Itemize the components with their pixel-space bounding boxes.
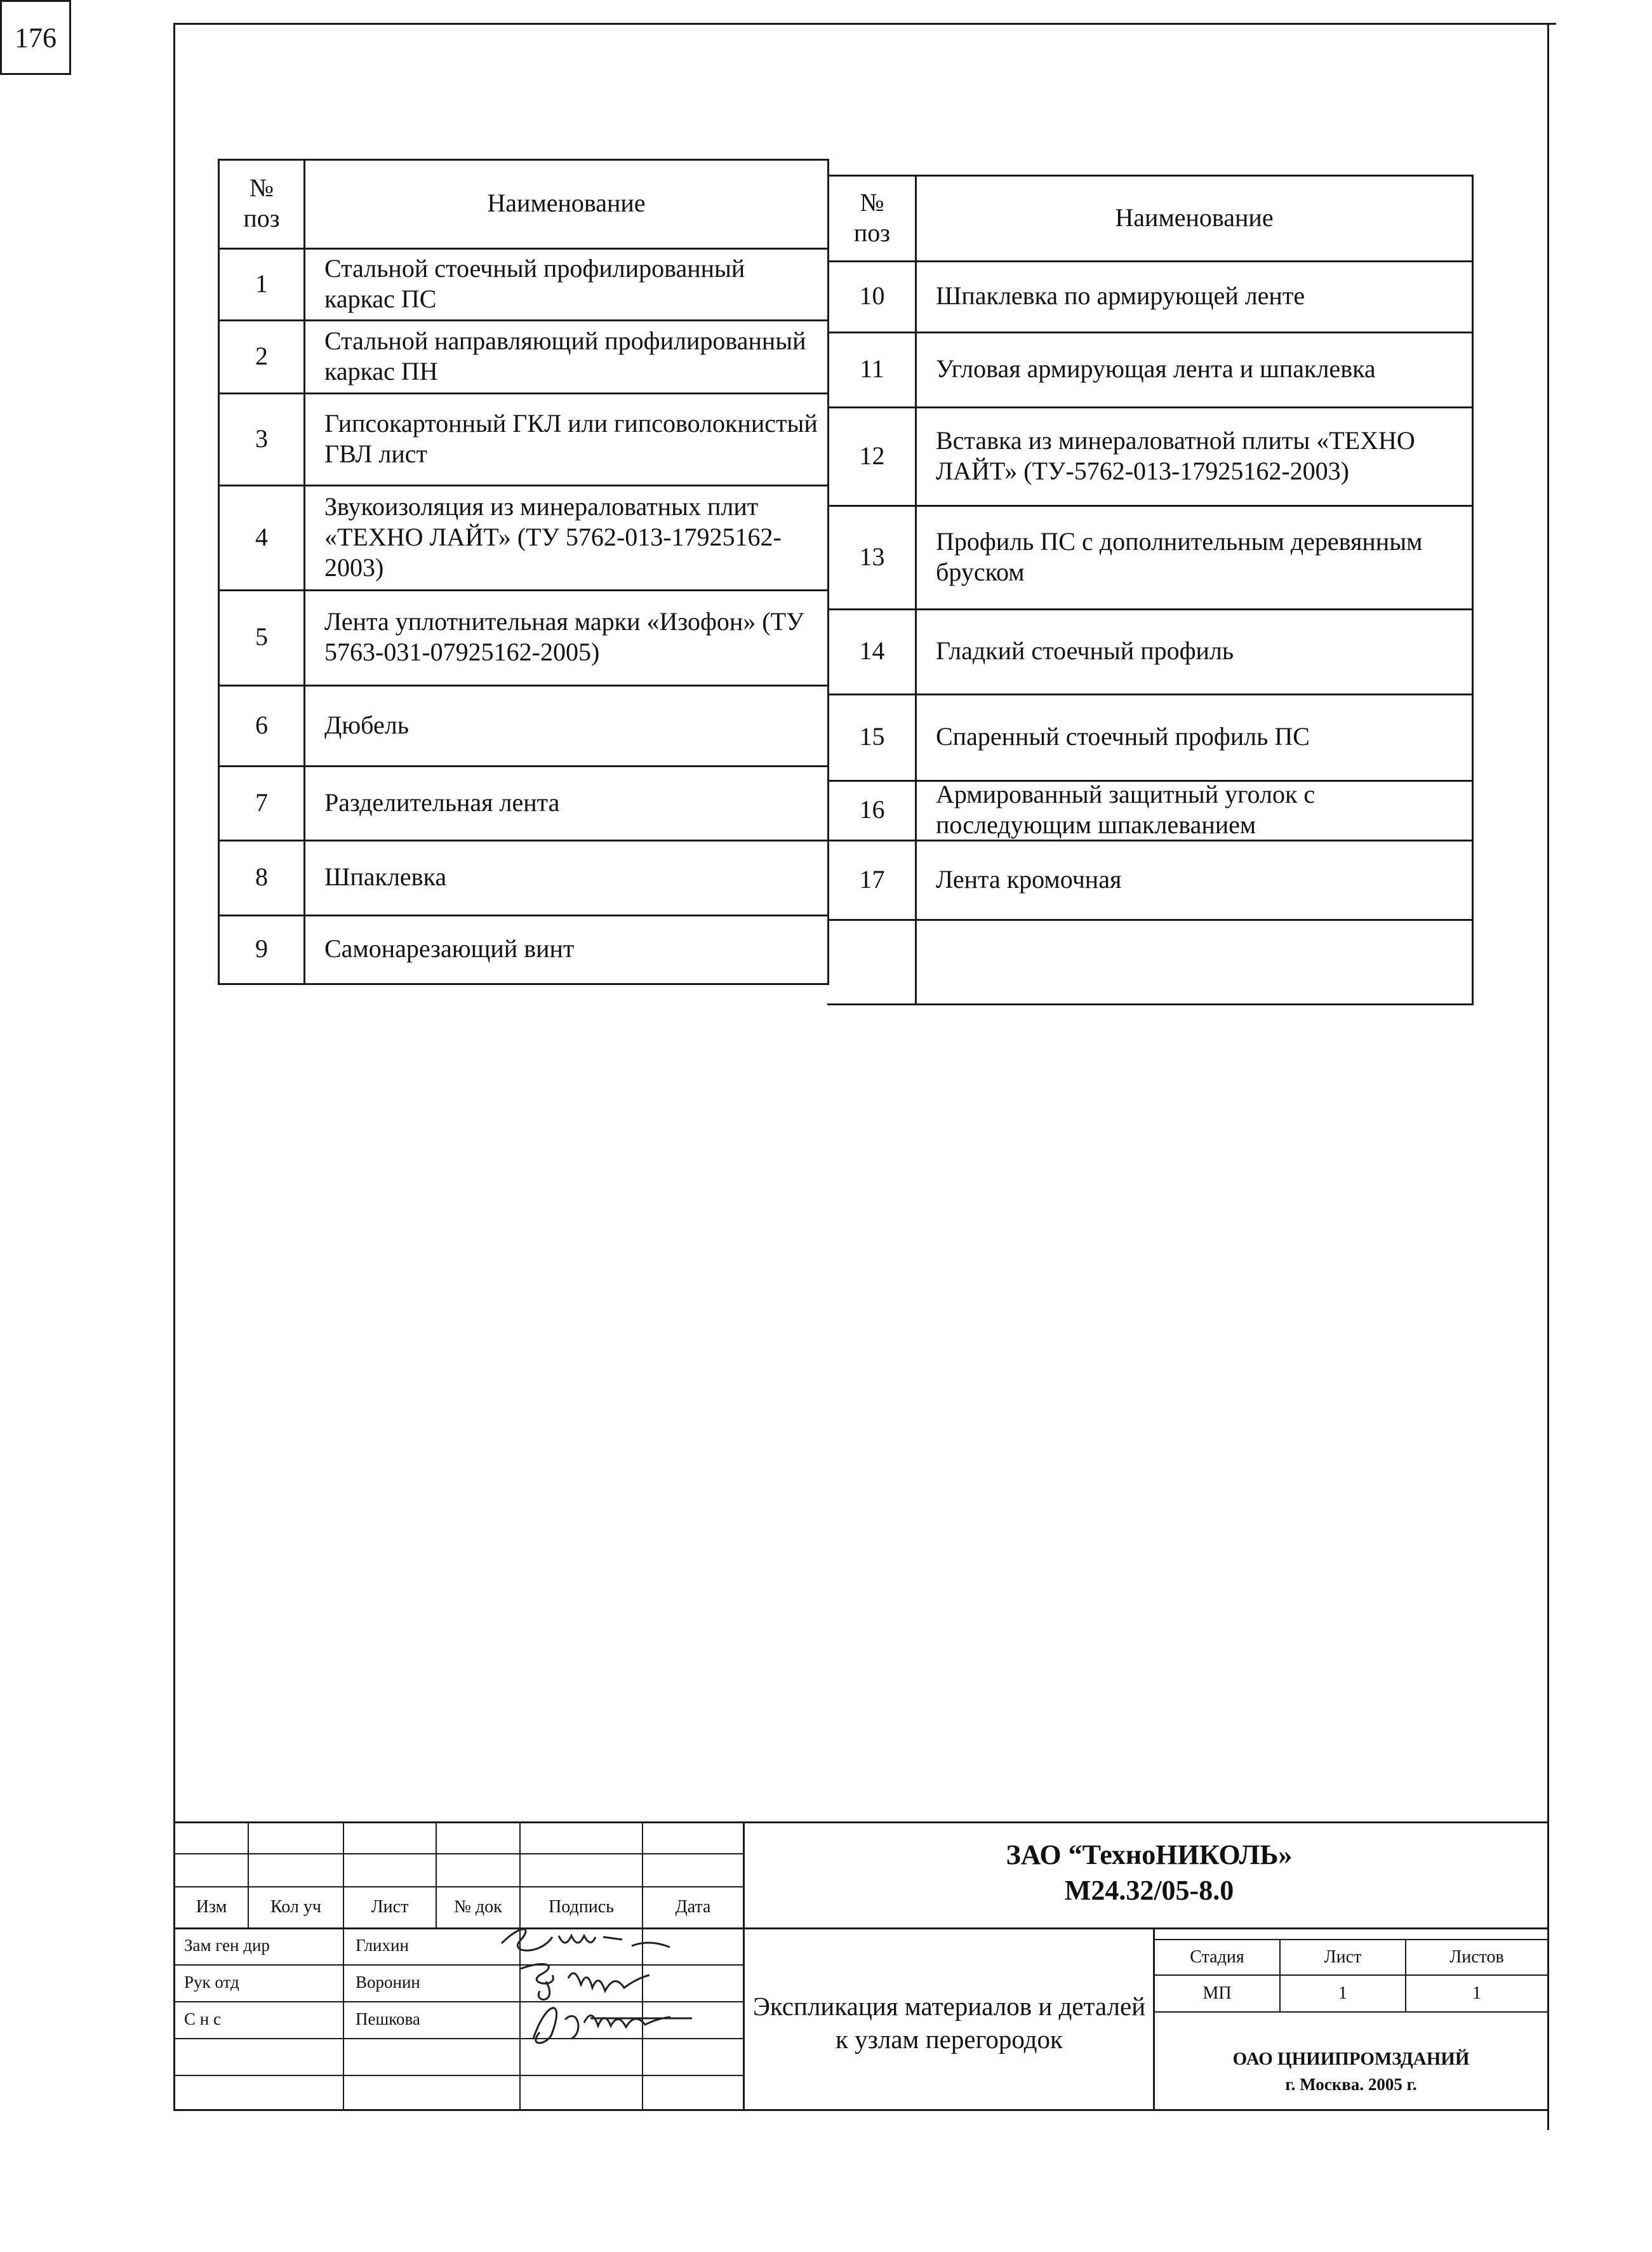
stage-label: Стадия [1190, 1947, 1244, 1967]
frame-bottom [173, 2109, 1549, 2111]
row-name: Лента уплотнительная марки «Изофон» (ТУ 5763-031-07925162-2005) [324, 607, 804, 666]
row-name: Стальной направляющий профилированный каркас ПН [324, 326, 806, 385]
row-position: 5 [255, 622, 268, 651]
stage-value: МП [1202, 1983, 1232, 2003]
row-name [917, 919, 1472, 1003]
row-name: Гипсокартонный ГКЛ или гипсоволокнистый ГВЛ лист [324, 408, 818, 468]
name-peshkova: Пешкова [356, 2009, 420, 2028]
row-name: Самонарезающий винт [324, 934, 575, 963]
row-name: Спаренный стоечный профиль ПС [936, 722, 1310, 751]
row-position: 16 [859, 795, 885, 824]
tb-line [173, 2075, 743, 2076]
sheet-label: Лист [1324, 1947, 1362, 1967]
organization: ОАО ЦНИИПРОМЗДАНИЙ [1232, 2048, 1470, 2069]
row-position: 15 [859, 722, 885, 751]
header-pos-right: № поз [853, 187, 891, 247]
row-name: Лента кромочная [936, 864, 1122, 894]
row-position: 3 [255, 424, 268, 453]
row-position: 1 [255, 269, 268, 298]
tb-line [1153, 2011, 1549, 2013]
company-name: ЗАО “ТехноНИКОЛЬ» [1006, 1839, 1293, 1870]
row-name: Звукоизоляция из минераловатных плит «ТЕХНО ЛАЙТ» (ТУ 5762-013-17925162-2003) [324, 492, 782, 582]
row-name: Шпаклевка по армирующей ленте [936, 281, 1305, 310]
sheets-label: Листов [1449, 1947, 1504, 1967]
table-gridline [827, 1003, 1472, 1005]
col-podpis: Подпись [549, 1897, 614, 1917]
row-position: 6 [255, 710, 268, 739]
table-gridline [218, 983, 827, 985]
row-position [829, 919, 915, 1003]
row-name: Дюбель [324, 710, 409, 739]
frame-top [173, 23, 1556, 25]
row-position: 12 [859, 441, 885, 470]
role-sns: С н с [184, 2009, 221, 2028]
col-list: Лист [371, 1897, 409, 1917]
role-zam-gen-dir: Зам ген дир [184, 1936, 270, 1955]
signature-peshkova [514, 1994, 705, 2051]
document-code: М24.32/05-8.0 [1064, 1874, 1234, 1906]
name-voronin: Воронин [356, 1973, 420, 1992]
row-name: Вставка из минераловатной плиты «ТЕХНО ЛАЙТ» (ТУ-5762-013-17925162-2003) [936, 426, 1415, 485]
col-data: Дата [675, 1897, 711, 1917]
row-position: 17 [859, 864, 885, 894]
tb-line [173, 1853, 743, 1854]
header-pos-left: № поз [243, 173, 280, 232]
header-name-right: Наименование [1115, 203, 1274, 232]
tb-line [743, 1927, 1549, 1929]
row-name: Гладкий стоечный профиль [936, 636, 1234, 665]
row-position: 13 [859, 542, 885, 571]
row-position: 14 [859, 636, 885, 665]
role-ruk-otd: Рук отд [184, 1973, 239, 1992]
row-position: 4 [255, 522, 268, 551]
col-kol-uch: Кол уч [270, 1897, 321, 1917]
col-izm: Изм [196, 1897, 227, 1917]
row-name: Стальной стоечный профилированный каркас ПС [324, 253, 745, 313]
tb-line [173, 1821, 1549, 1823]
row-position: 11 [860, 354, 884, 383]
row-name: Армированный защитный уголок с последующим шпаклеванием [936, 780, 1316, 839]
name-glikhin: Глихин [356, 1936, 409, 1955]
row-position: 10 [859, 281, 885, 310]
frame-left [173, 23, 175, 2111]
row-position: 2 [255, 341, 268, 370]
page-number: 176 [0, 0, 71, 75]
row-name: Разделительная лента [324, 788, 560, 817]
sheet-value: 1 [1338, 1983, 1347, 2003]
row-name: Шпаклевка [324, 862, 447, 891]
row-name: Профиль ПС с дополнительным деревянным бруском [936, 526, 1423, 586]
city-year: г. Москва. 2005 г. [1285, 2074, 1417, 2094]
document-title: Экспликация материалов и деталей к узлам перегородок [752, 1992, 1146, 2054]
col-n-dok: № док [454, 1897, 502, 1917]
frame-right [1547, 23, 1549, 2130]
row-name: Угловая армирующая лента и шпаклевка [936, 354, 1376, 383]
tb-vline [343, 1821, 344, 2111]
tb-vline [743, 1821, 745, 2111]
table-gridline [1472, 175, 1474, 1005]
row-position: 8 [255, 862, 268, 891]
row-position: 9 [255, 934, 268, 963]
sheets-value: 1 [1472, 1983, 1481, 2003]
header-name-left: Наименование [487, 189, 646, 217]
row-position: 7 [255, 788, 268, 817]
